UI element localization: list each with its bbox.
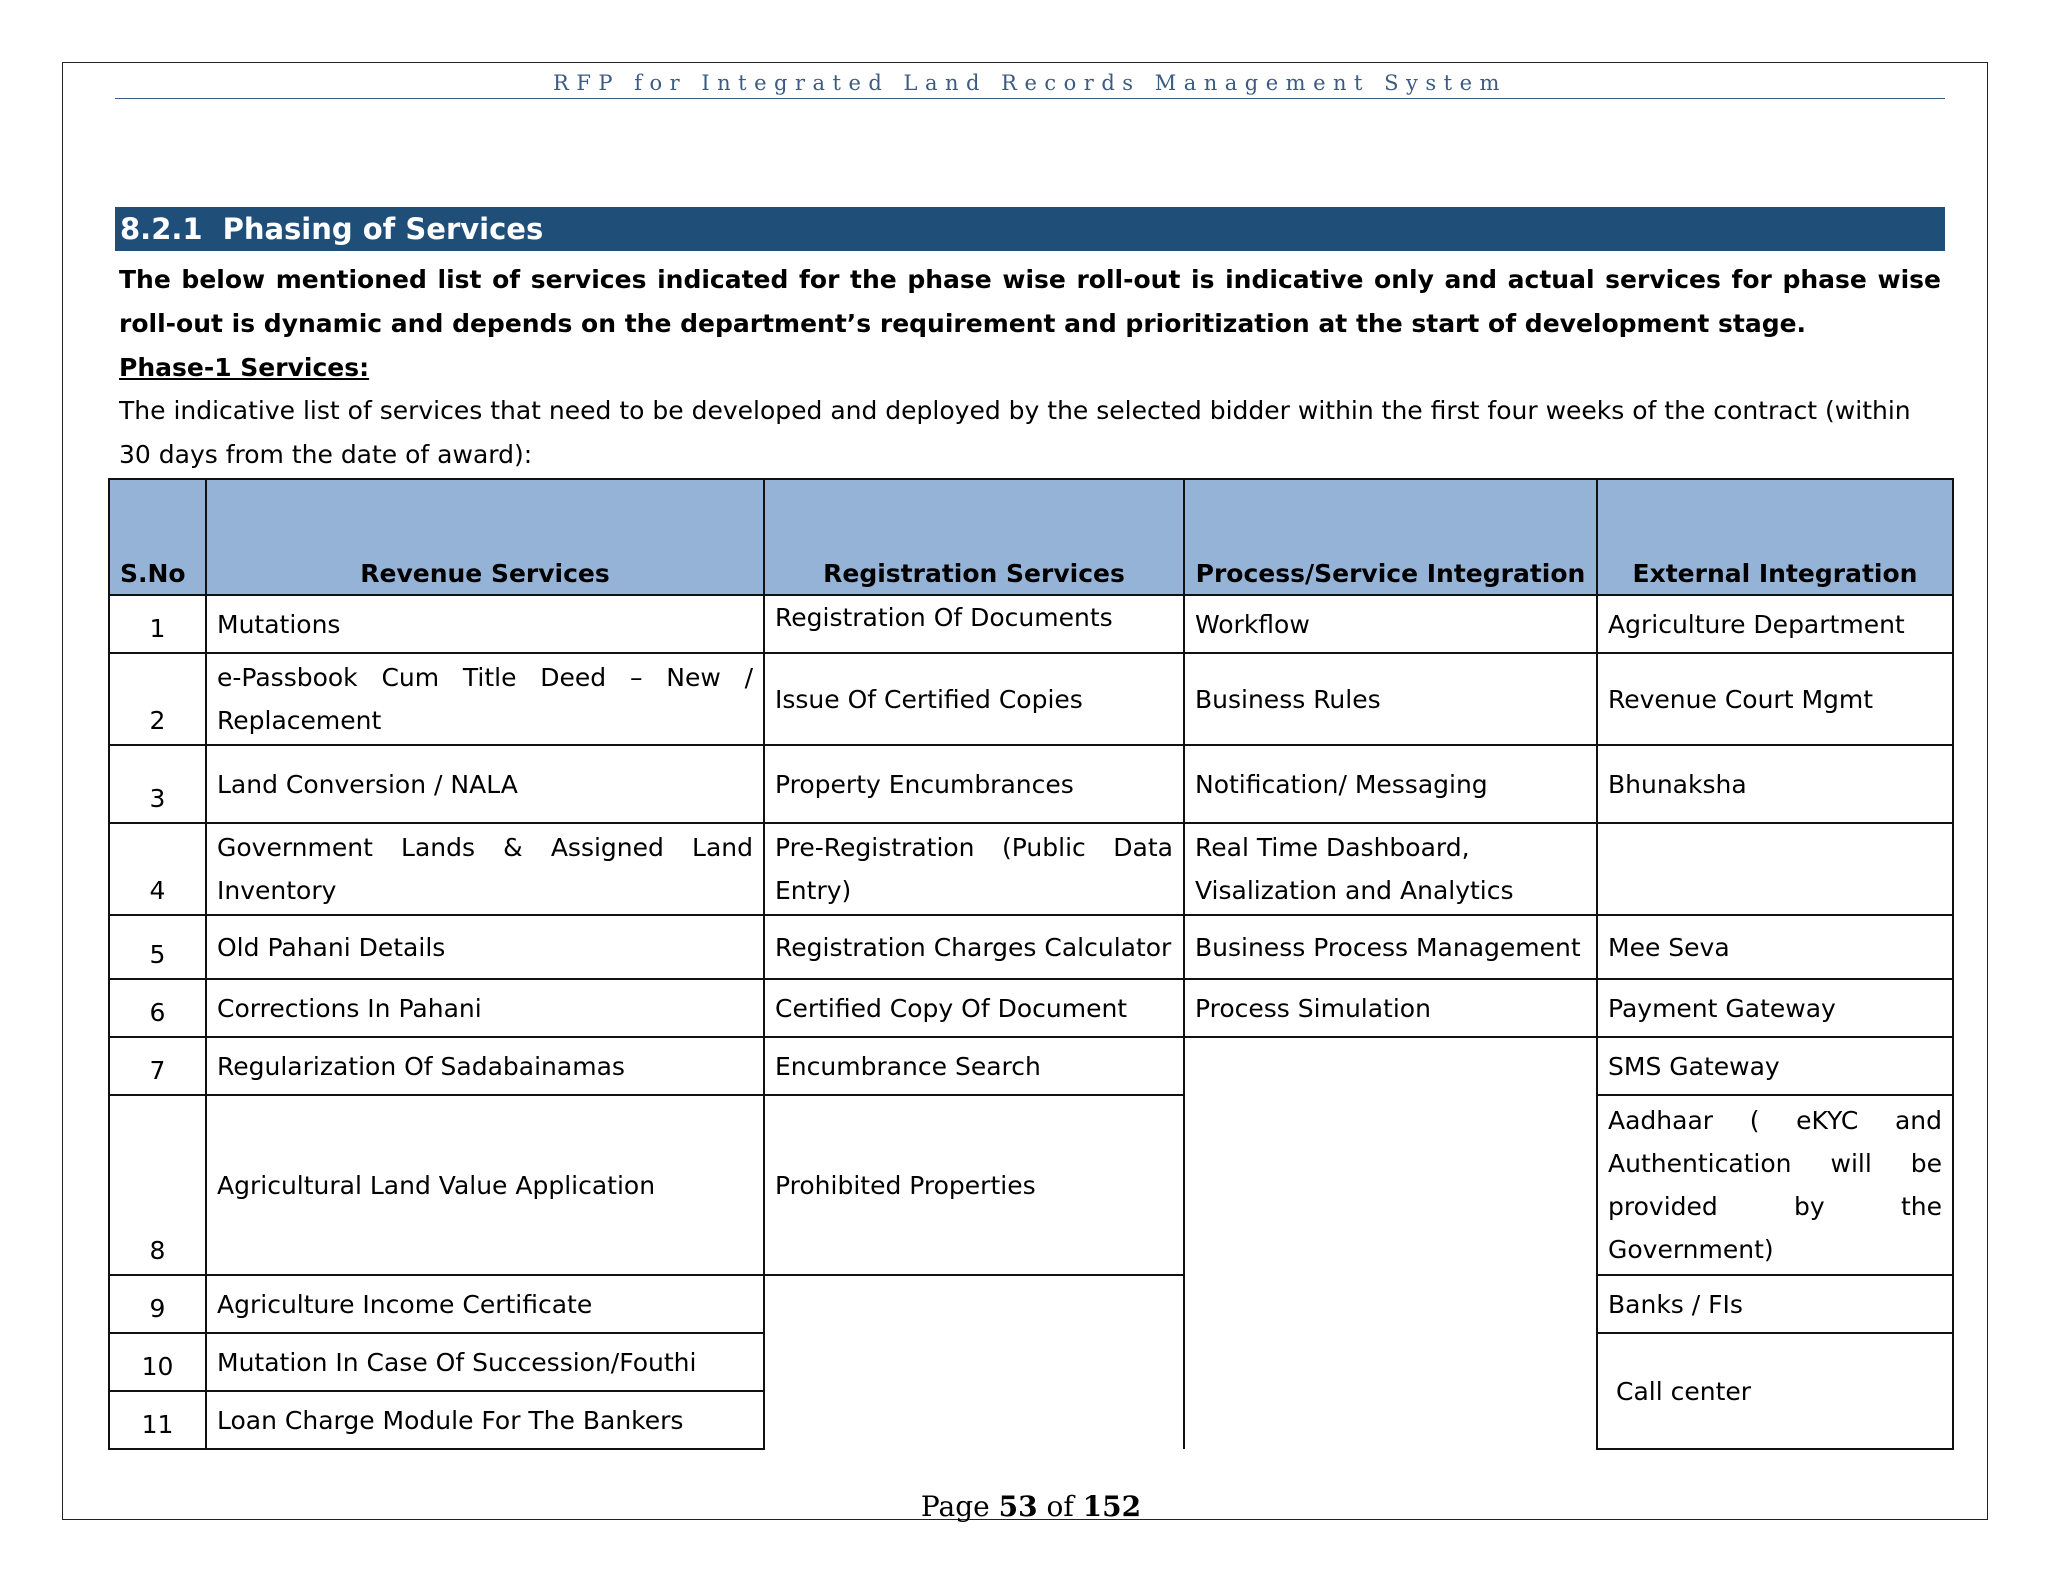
footer-total-pages: 152 xyxy=(1082,1490,1142,1523)
services-table xyxy=(108,478,1954,1450)
cell-external: Aadhaar ( eKYC and Authentication will be provided by the Government) xyxy=(1597,1095,1953,1275)
cell-registration: Prohibited Properties xyxy=(764,1095,1184,1275)
cell-sno: 6 xyxy=(109,979,206,1037)
footer-separator: of xyxy=(1046,1490,1074,1523)
cell-sno: 9 xyxy=(109,1275,206,1333)
cell-revenue: Mutation In Case Of Succession/Fouthi xyxy=(206,1333,764,1391)
cell-external: Mee Seva xyxy=(1597,915,1953,979)
intro-paragraph: The indicative list of services that need to be developed and deployed by the selected bidder within the first four weeks of the contract (within 30 days from the date of award): xyxy=(119,396,1911,469)
cell-external: Banks / FIs xyxy=(1597,1275,1953,1333)
cell-sno: 4 xyxy=(109,823,206,915)
cell-registration: Pre-Registration (Public Data Entry) xyxy=(764,823,1184,915)
phase-title: Phase-1 Services: xyxy=(119,353,370,382)
cell-external: Call center xyxy=(1597,1333,1953,1449)
header-registration-services: Registration Services xyxy=(764,479,1184,595)
cell-process-empty xyxy=(1184,1037,1597,1449)
cell-process: Workflow xyxy=(1184,595,1597,653)
table-row xyxy=(109,1275,1953,1333)
cell-process: Business Process Management xyxy=(1184,915,1597,979)
header-rule xyxy=(115,98,1945,99)
cell-registration: Registration Of Documents xyxy=(764,595,1184,653)
cell-sno: 2 xyxy=(109,653,206,745)
cell-revenue: Loan Charge Module For The Bankers xyxy=(206,1391,764,1449)
cell-revenue: Government Lands & Assigned Land Inventory xyxy=(206,823,764,915)
cell-external: Agriculture Department xyxy=(1597,595,1953,653)
section-heading xyxy=(115,207,1945,251)
cell-revenue: Old Pahani Details xyxy=(206,915,764,979)
cell-external: Revenue Court Mgmt xyxy=(1597,653,1953,745)
cell-process: Business Rules xyxy=(1184,653,1597,745)
cell-external: SMS Gateway xyxy=(1597,1037,1953,1095)
cell-revenue: Agriculture Income Certificate xyxy=(206,1275,764,1333)
table-row xyxy=(109,979,1953,1037)
table-row xyxy=(109,745,1953,823)
cell-external: Payment Gateway xyxy=(1597,979,1953,1037)
disclaimer-paragraph: The below mentioned list of services indicated for the phase wise roll-out is indicative only and actual services for phase wise roll-out is dynamic and depends on the department’s requirement and prioritization at the start of development stage. xyxy=(119,265,1941,338)
cell-registration-empty xyxy=(764,1275,1184,1449)
header-sno: S.No xyxy=(109,479,206,595)
table-row xyxy=(109,1037,1953,1095)
table-row xyxy=(109,653,1953,745)
cell-revenue: e-Passbook Cum Title Deed – New / Replacement xyxy=(206,653,764,745)
section-number: 8.2.1 xyxy=(120,212,203,246)
cell-revenue: Regularization Of Sadabainamas xyxy=(206,1037,764,1095)
footer-current-page: 53 xyxy=(998,1490,1038,1523)
cell-revenue: Mutations xyxy=(206,595,764,653)
table-row xyxy=(109,823,1953,915)
running-header: RFP for Integrated Land Records Management System xyxy=(553,71,1507,95)
cell-registration: Encumbrance Search xyxy=(764,1037,1184,1095)
table-row xyxy=(109,595,1953,653)
table-header-row xyxy=(109,479,1953,595)
cell-process: Process Simulation xyxy=(1184,979,1597,1037)
cell-sno: 7 xyxy=(109,1037,206,1095)
cell-external: Bhunaksha xyxy=(1597,745,1953,823)
section-title: Phasing of Services xyxy=(222,212,544,246)
header-process-integration: Process/Service Integration xyxy=(1184,479,1597,595)
footer-page-label: Page xyxy=(920,1490,990,1523)
page-footer xyxy=(0,1490,2048,1524)
table-row xyxy=(109,915,1953,979)
cell-process: Notification/ Messaging xyxy=(1184,745,1597,823)
cell-process: Real Time Dashboard, Visalization and Analytics xyxy=(1184,823,1597,915)
cell-sno: 1 xyxy=(109,595,206,653)
header-revenue-services: Revenue Services xyxy=(206,479,764,595)
cell-sno: 3 xyxy=(109,745,206,823)
cell-external xyxy=(1597,823,1953,915)
cell-revenue: Land Conversion / NALA xyxy=(206,745,764,823)
cell-registration: Certified Copy Of Document xyxy=(764,979,1184,1037)
cell-revenue: Agricultural Land Value Application xyxy=(206,1095,764,1275)
cell-sno: 11 xyxy=(109,1391,206,1449)
cell-sno: 10 xyxy=(109,1333,206,1391)
cell-registration: Issue Of Certified Copies xyxy=(764,653,1184,745)
cell-revenue: Corrections In Pahani xyxy=(206,979,764,1037)
cell-registration: Property Encumbrances xyxy=(764,745,1184,823)
cell-sno: 8 xyxy=(109,1095,206,1275)
cell-sno: 5 xyxy=(109,915,206,979)
header-external-integration: External Integration xyxy=(1597,479,1953,595)
cell-registration: Registration Charges Calculator xyxy=(764,915,1184,979)
table-row xyxy=(109,1095,1953,1275)
